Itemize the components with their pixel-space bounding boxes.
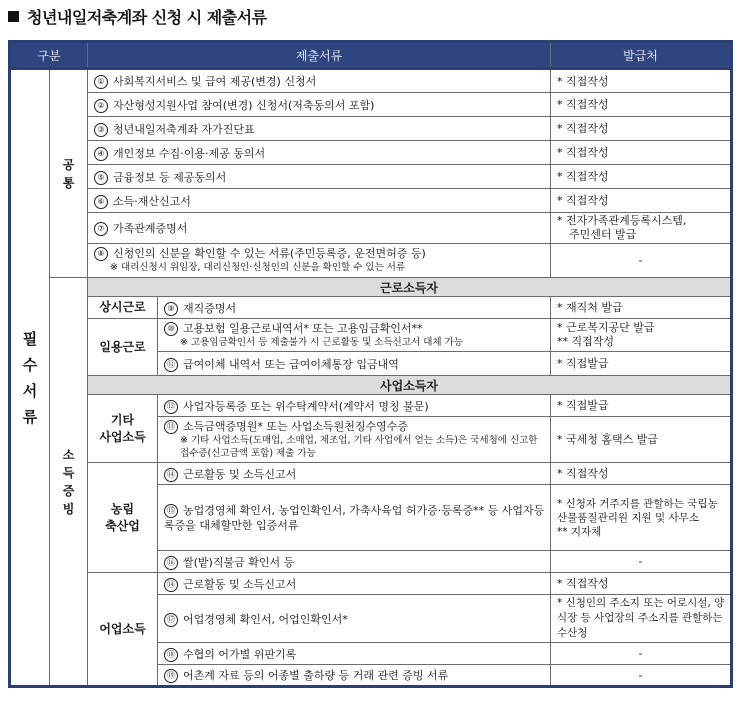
doc-cell: ⑭ 근로활동 및 소득신고서: [158, 463, 551, 485]
table-row: [10, 213, 732, 244]
issuer-cell: * 국세청 홈택스 발급: [551, 417, 732, 463]
issuer-cell: -: [551, 643, 732, 665]
table-row: [10, 573, 732, 595]
doc-cell: ⑫ 사업자등록증 또는 위수탁계약서(계약서 명칭 불문): [158, 395, 551, 417]
doc-cell: ⑦ 가족관계증명서: [88, 213, 551, 244]
table-header-row: [10, 42, 732, 69]
doc-cell: ⑰ 어업경영체 확인서, 어업인확인서*: [158, 595, 551, 643]
table-row: [10, 395, 732, 417]
doc-cell: ⑩ 고용보험 일용근로내역서* 또는 고용임금확인서** ※ 고용임금확인서 등 제출불가 시 근로활동 및 소득신고서 대체 가능: [158, 319, 551, 352]
issuer-cell: -: [551, 551, 732, 573]
doc-note: ※ 기타 사업소득(도매업, 소매업, 제조업, 기타 사업에서 얻는 소득)은 국세청에 신고한 접수증(신고금액 포함) 제출 가능: [180, 434, 538, 459]
required-docs-label: 필 수 서 류: [10, 69, 50, 687]
doc-note: ※ 대리신청시 위임장, 대리신청인·신청인의 신분을 확인할 수 있는 서류: [110, 262, 406, 273]
table-row: [10, 244, 732, 278]
table-row: [10, 189, 732, 213]
section-row: [10, 278, 732, 297]
issuer-cell: * 신청자 거주지를 관할하는 국립농산물품질관리원 지원 및 사무소 ** 지자체: [551, 485, 732, 551]
other-business-label: 기타 사업소득: [88, 395, 158, 463]
issuer-cell: * 직접발급: [551, 395, 732, 417]
issuer-cell: * 재직처 발급: [551, 297, 732, 319]
doc-cell: ⑯ 쌀(밭)직불금 확인서 등: [158, 551, 551, 573]
issuer-cell: * 직접작성: [551, 93, 732, 117]
table-row: [10, 319, 732, 352]
earned-income-header: 근로소득자: [88, 278, 732, 297]
issuer-cell: * 직접작성: [551, 165, 732, 189]
header-issuer: 발급처: [551, 42, 732, 69]
doc-cell: ⑪ 급여이체 내역서 또는 급여이체통장 입금내역: [158, 352, 551, 376]
issuer-cell: * 전자가족관계등록시스템, 주민센터 발급: [551, 213, 732, 244]
square-bullet-icon: [8, 11, 19, 22]
regular-work-label: 상시근로: [88, 297, 158, 319]
issuer-cell: * 직접작성: [551, 573, 732, 595]
income-proof-label: 소 득 증 빙: [50, 278, 88, 687]
issuer-cell: * 신청인의 주소지 또는 어로시설, 양식장 등 사업장의 주소지를 관할하는 수산청: [551, 595, 732, 643]
table-row: [10, 463, 732, 485]
issuer-cell: * 직접작성: [551, 117, 732, 141]
doc-cell: ⑥ 소득·재산신고서: [88, 189, 551, 213]
doc-cell: ③ 청년내일저축계좌 자가진단표: [88, 117, 551, 141]
issuer-cell: -: [551, 244, 732, 278]
table-row: [10, 93, 732, 117]
page-title: [8, 5, 267, 28]
table-row: [10, 69, 732, 93]
header-documents: 제출서류: [88, 42, 551, 69]
doc-cell: ⑱ 수협의 어가별 위판기록: [158, 643, 551, 665]
farming-label: 농림 축산업: [88, 463, 158, 573]
daily-work-label: 일용근로: [88, 319, 158, 376]
doc-cell: ④ 개인정보 수집·이용·제공 동의서: [88, 141, 551, 165]
issuer-cell: * 근로복지공단 발급 ** 직접작성: [551, 319, 732, 352]
table-row: [10, 297, 732, 319]
issuer-cell: * 직접작성: [551, 69, 732, 93]
doc-cell: ⑮ 농업경영체 확인서, 농업인확인서, 가축사육업 허가증·등록증** 등 사업자등록증을 대체할만한 입증서류: [158, 485, 551, 551]
issuer-cell: -: [551, 665, 732, 687]
title-text: 청년내일저축계좌 신청 시 제출서류: [27, 8, 267, 27]
documents-table: [8, 40, 733, 688]
table-row: [10, 117, 732, 141]
doc-cell: ⑲ 어촌계 자료 등의 어종별 출하량 등 거래 관련 증빙 서류: [158, 665, 551, 687]
doc-cell: ⑧ 신청인의 신분을 확인할 수 있는 서류(주민등록증, 운전면허증 등) ※ 대리신청시 위임장, 대리신청인·신청인의 신분을 확인할 수 있는 서류: [88, 244, 551, 278]
issuer-cell: * 직접작성: [551, 463, 732, 485]
table-row: [10, 141, 732, 165]
issuer-cell: * 직접작성: [551, 189, 732, 213]
doc-cell: ⑭ 근로활동 및 소득신고서: [158, 573, 551, 595]
doc-cell: ⑨ 재직증명서: [158, 297, 551, 319]
doc-cell: ⑤ 금융정보 등 제공동의서: [88, 165, 551, 189]
doc-cell: ⑬ 소득금액증명원* 또는 사업소득원천징수영수증 ※ 기타 사업소득(도매업, 소매업, 제조업, 기타 사업에서 얻는 소득)은 국세청에 신고한 접수증(신고금액 포함) 제출 가능: [158, 417, 551, 463]
doc-note: ※ 고용임금확인서 등 제출불가 시 근로활동 및 소득신고서 대체 가능: [180, 336, 463, 348]
header-category: 구분: [10, 42, 88, 69]
section-row: [10, 376, 732, 395]
fishery-label: 어업소득: [88, 573, 158, 687]
common-label: 공 통: [50, 69, 88, 278]
business-income-header: 사업소득자: [88, 376, 732, 395]
issuer-cell: * 직접작성: [551, 141, 732, 165]
doc-cell: ① 사회복지서비스 및 급여 제공(변경) 신청서: [88, 69, 551, 93]
table-row: [10, 165, 732, 189]
doc-cell: ② 자산형성지원사업 참여(변경) 신청서(저축동의서 포함): [88, 93, 551, 117]
issuer-cell: * 직접발급: [551, 352, 732, 376]
